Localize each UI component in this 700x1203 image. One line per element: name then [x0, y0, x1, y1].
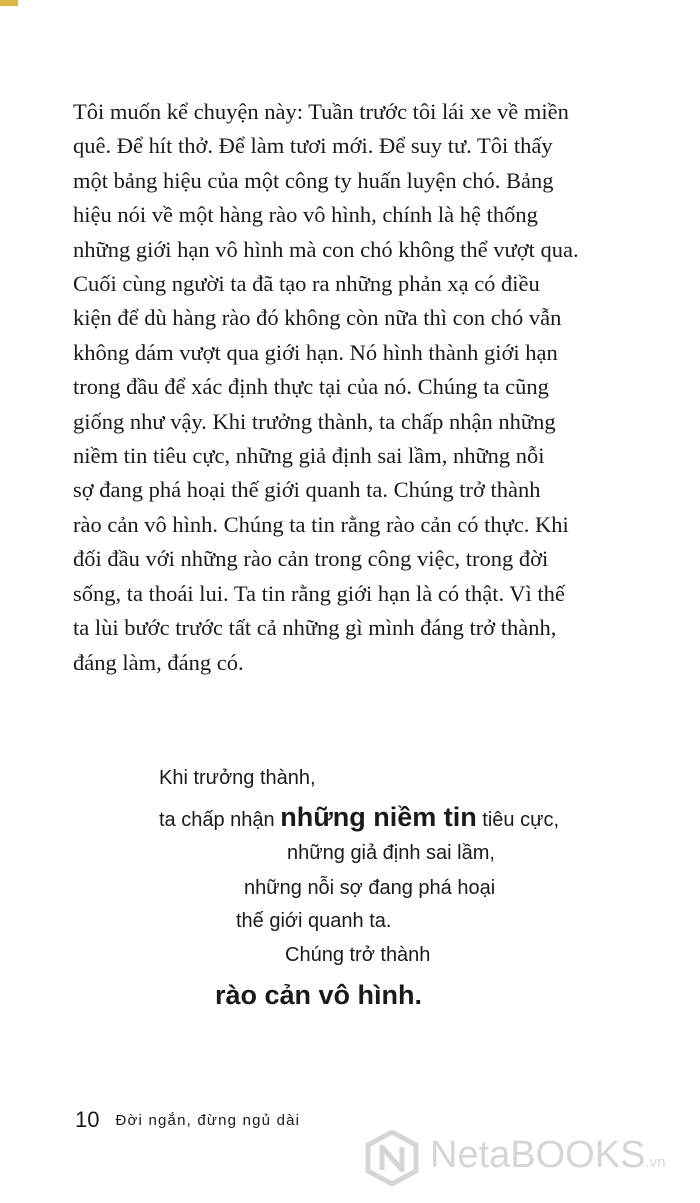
body-line: quê. Để hít thở. Để làm tươi mới. Để suy tư. Tôi thấy: [73, 133, 553, 159]
page-footer: [75, 1107, 300, 1133]
body-line: Tôi muốn kể chuyện này: Tuần trước tôi lái xe về miền: [73, 99, 569, 124]
body-line: một bảng hiệu của một công ty huấn luyện chó. Bảng: [73, 167, 554, 193]
pull-quote-line: những nỗi sợ đang phá hoại: [244, 877, 496, 899]
body-line: đáng làm, đáng có.: [73, 649, 244, 675]
body-line: hiệu nói về một hàng rào vô hình, chính là hệ thống: [73, 202, 538, 228]
body-line: rào cản vô hình. Chúng ta tin rằng rào cản có thực. Khi: [73, 511, 569, 537]
running-book-title: Đời ngắn, đừng ngủ dài: [115, 1111, 301, 1129]
pull-quote-line: Chúng trở thành: [285, 944, 431, 966]
pull-quote-line: [159, 802, 559, 833]
body-line: sợ đang phá hoại thế giới quanh ta. Chúng trở thành: [73, 477, 541, 503]
pull-quote-emphasis: rào cản vô hình.: [215, 980, 423, 1010]
pull-quote-text: tiêu cực,: [476, 809, 560, 831]
pull-quote-text: ta chấp nhận: [159, 809, 281, 831]
body-line: kiện để dù hàng rào đó không còn nữa thì con chó vẫn: [73, 305, 562, 331]
body-line: không dám vượt qua giới hạn. Nó hình thành giới hạn: [73, 339, 558, 365]
body-line: giống như vậy. Khi trưởng thành, ta chấp nhận những: [73, 408, 556, 434]
body-line: niềm tin tiêu cực, những giả định sai lầm, những nỗi: [73, 443, 545, 469]
watermark-suffix: .vn: [645, 1154, 666, 1171]
watermark-brand: NetaBOOKS: [430, 1134, 646, 1176]
body-line: đối đầu với những rào cản trong công việc, trong đời: [73, 546, 549, 572]
body-line: ta lùi bước trước tất cả những gì mình đáng trở thành,: [73, 615, 557, 641]
body-line: sống, ta thoái lui. Ta tin rằng giới hạn là có thật. Vì thế: [73, 580, 565, 606]
body-line: Cuối cùng người ta đã tạo ra những phản xạ có điều: [73, 271, 540, 297]
pull-quote-emphasis: những niềm tin: [280, 802, 477, 832]
netabooks-logo-icon: [364, 1130, 420, 1186]
pull-quote-line: Khi trưởng thành,: [159, 767, 316, 789]
watermark: [364, 1130, 700, 1190]
pull-quote-line: những giả định sai lầm,: [287, 842, 495, 864]
body-line: những giới hạn vô hình mà con chó không thể vượt qua.: [73, 236, 579, 262]
body-line: trong đầu để xác định thực tại của nó. Chúng ta cũng: [73, 374, 549, 400]
pull-quote-line: thế giới quanh ta.: [236, 910, 392, 932]
page-number: 10: [75, 1107, 100, 1132]
watermark-text: [430, 1134, 665, 1177]
